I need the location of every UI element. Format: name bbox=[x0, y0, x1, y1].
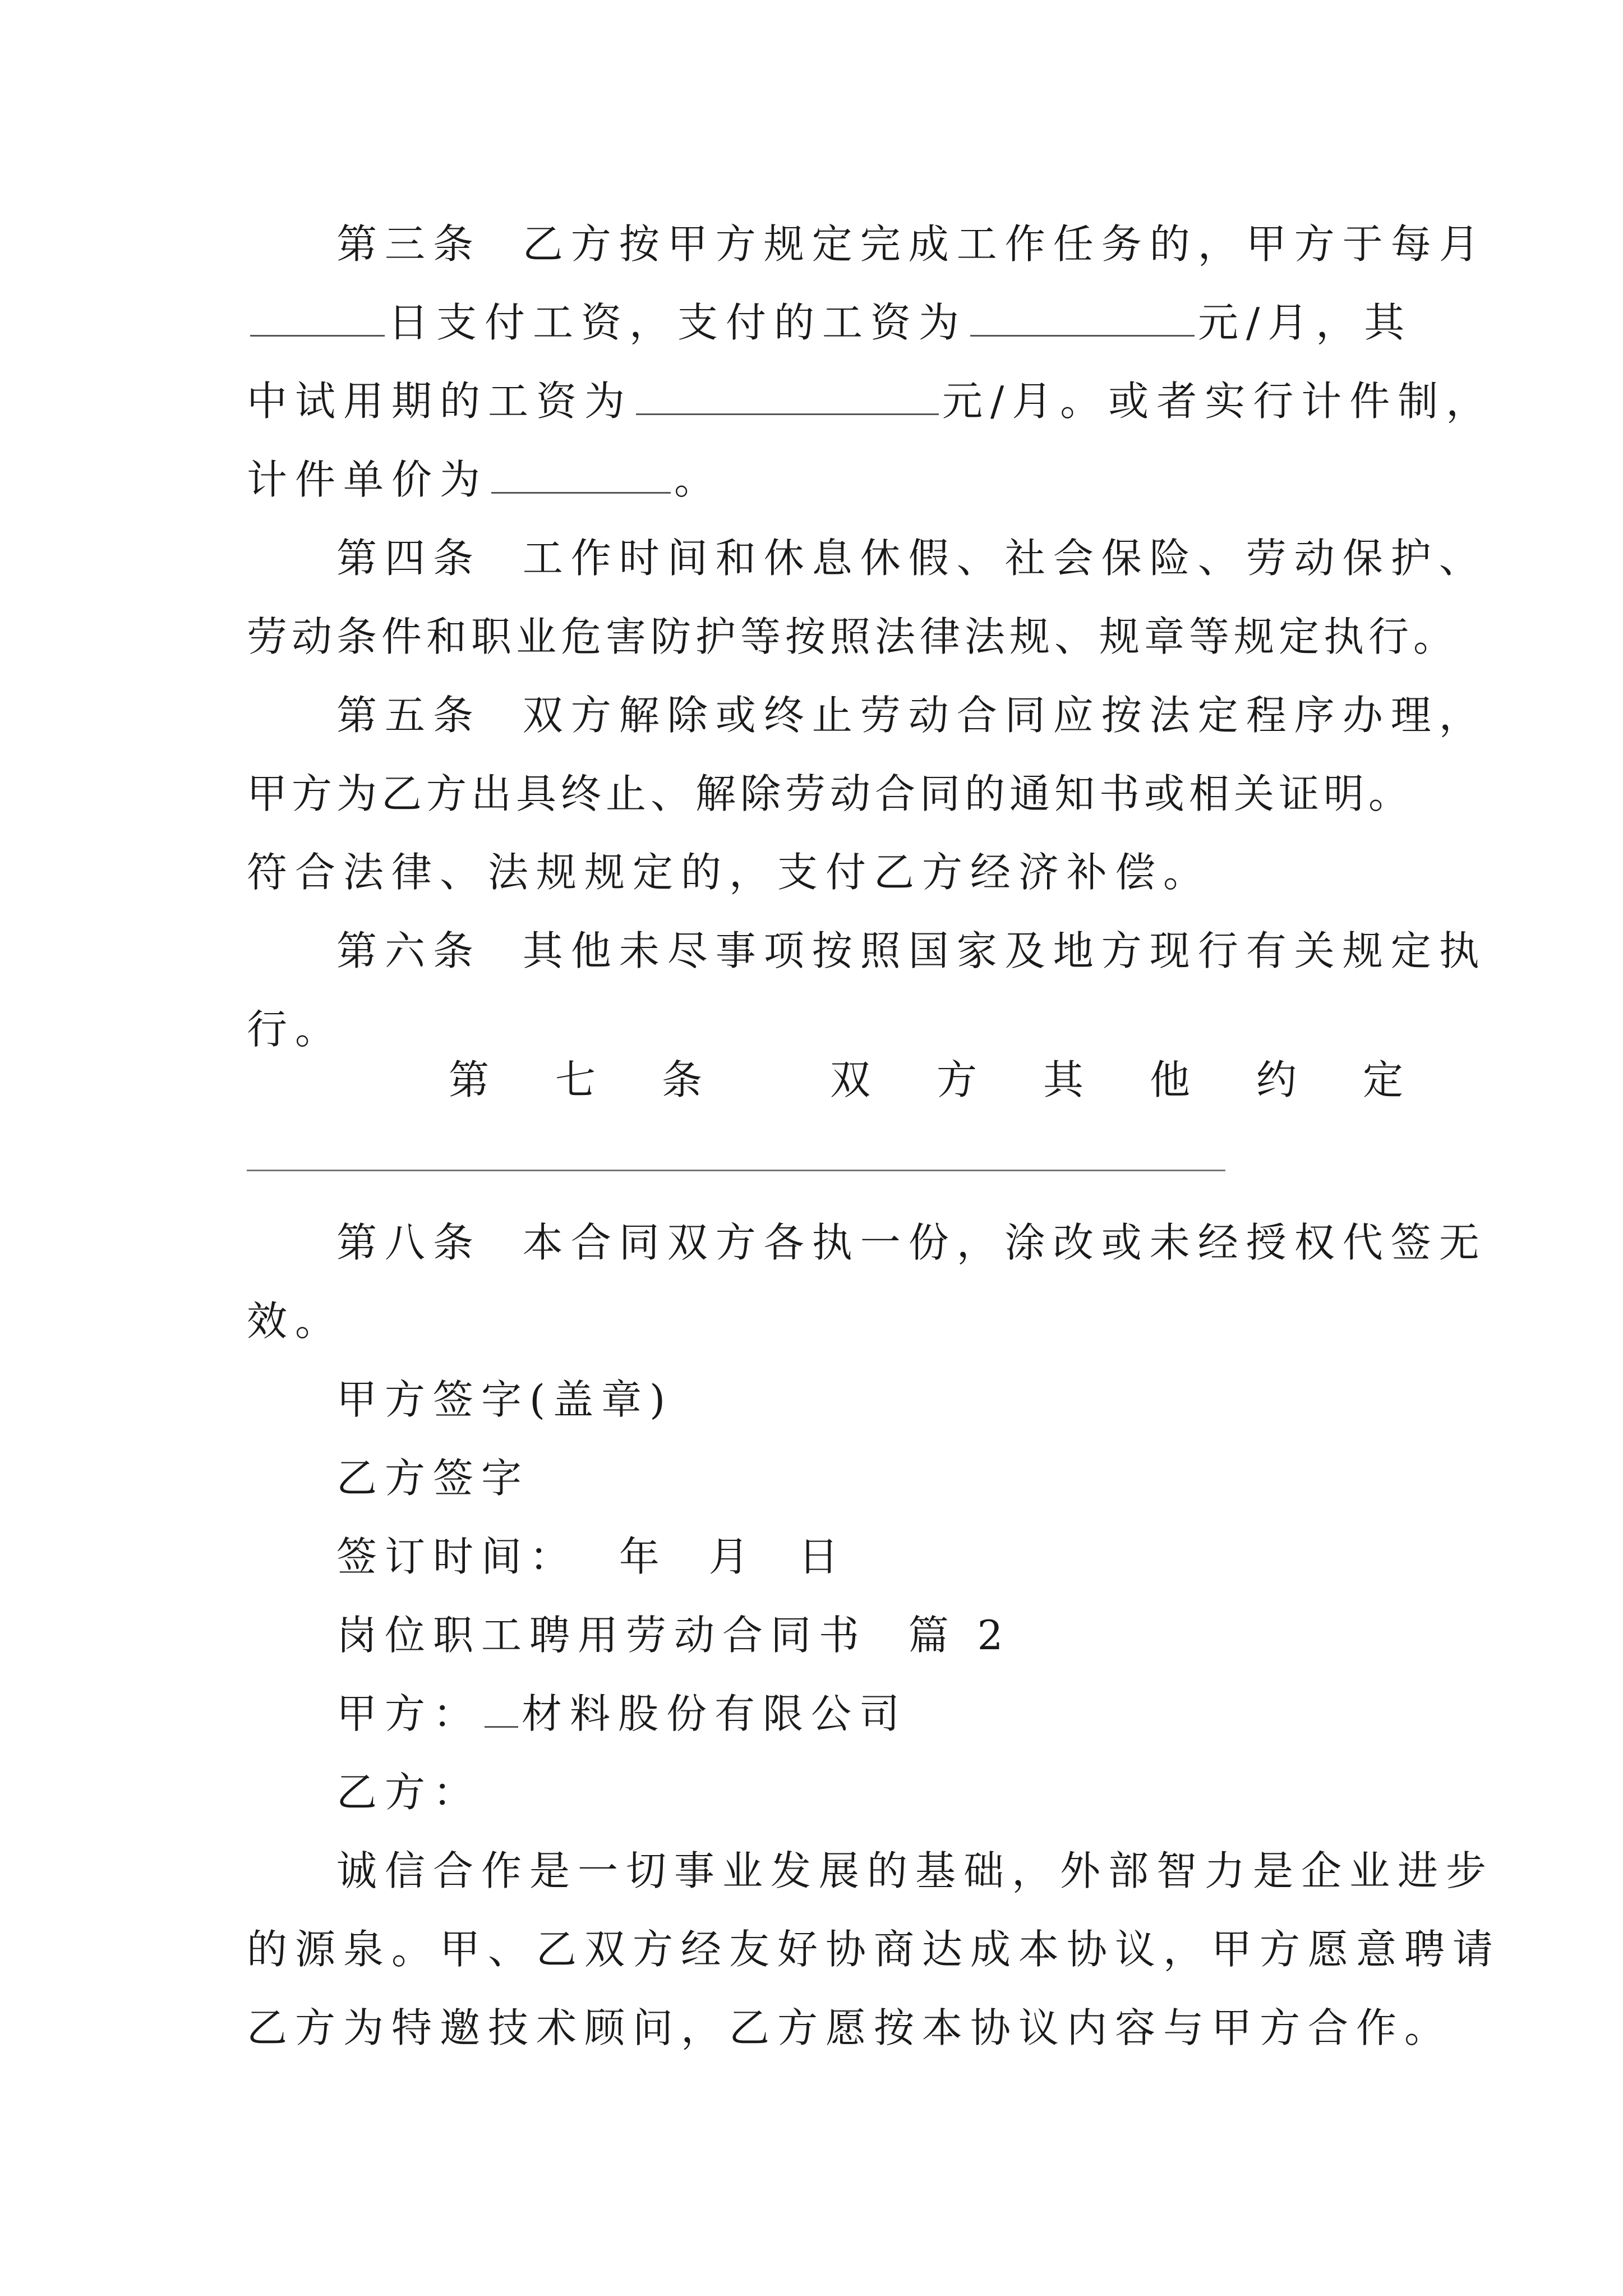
blank-field-pay-day bbox=[250, 298, 385, 337]
article-3-line-3-text-b: 元/月。或者实行计件制， bbox=[942, 378, 1495, 425]
article-3-line-2-text-a: 日支付工资，支付的工资为 bbox=[388, 299, 967, 346]
article-7-char: 约 bbox=[1256, 1056, 1297, 1103]
article-8-line-2: 效。 bbox=[247, 1297, 344, 1345]
article-7-blank-line bbox=[247, 1170, 1225, 1171]
article-7-char: 定 bbox=[1363, 1056, 1404, 1103]
article-5-line-3: 符合法律、法规规定的，支付乙方经济补偿。 bbox=[247, 849, 1212, 896]
article-3-line-3-text-a: 中试用期的工资为 bbox=[247, 378, 633, 425]
party-b-signature-label: 乙方签字 bbox=[336, 1455, 530, 1502]
article-6-line-1: 第六条 其他未尽事项按照国家及地方现行有关规定执 bbox=[336, 927, 1487, 974]
intro-line-3: 乙方为特邀技术顾问，乙方愿按本协议内容与甲方合作。 bbox=[247, 2004, 1453, 2051]
blank-field-salary bbox=[970, 298, 1195, 337]
party-b-line: 乙方： bbox=[336, 1769, 482, 1816]
article-5-line-2: 甲方为乙方出具终止、解除劳动合同的通知书或相关证明。 bbox=[247, 770, 1414, 817]
section-2-title: 岗位职工聘用劳动合同书 篇 2 bbox=[336, 1612, 1011, 1659]
article-7-char: 双 bbox=[830, 1056, 871, 1103]
article-5-line-1: 第五条 双方解除或终止劳动合同应按法定程序办理， bbox=[336, 692, 1487, 739]
article-3-line-1: 第三条 乙方按甲方规定完成工作任务的，甲方于每月 bbox=[336, 220, 1487, 268]
article-4-line-1: 第四条 工作时间和休息休假、社会保险、劳动保护、 bbox=[336, 535, 1487, 582]
article-8-line-1: 第八条 本合同双方各执一份，涂改或未经授权代签无 bbox=[336, 1219, 1487, 1266]
signing-date-label: 签订时间： 年 月 日 bbox=[336, 1533, 847, 1580]
intro-line-1: 诚信合作是一切事业发展的基础，外部智力是企业进步 bbox=[336, 1847, 1495, 1894]
blank-field-probation-salary bbox=[636, 376, 939, 415]
party-a-name: 材料股份有限公司 bbox=[522, 1690, 908, 1737]
article-3-line-3 bbox=[247, 376, 1494, 426]
article-7-char: 第 bbox=[449, 1056, 490, 1103]
party-a-line bbox=[336, 1688, 907, 1739]
intro-line-2: 的源泉。甲、乙双方经友好协商达成本协议，甲方愿意聘请 bbox=[247, 1926, 1501, 1973]
article-7-char: 方 bbox=[937, 1056, 978, 1103]
blank-field-company-prefix bbox=[485, 1689, 518, 1728]
article-6-line-2: 行。 bbox=[247, 1006, 344, 1053]
article-4-line-2: 劳动条件和职业危害防护等按照法律法规、规章等规定执行。 bbox=[247, 613, 1459, 660]
article-3-line-4 bbox=[247, 454, 722, 505]
article-3-line-2-text-b: 元/月，其 bbox=[1198, 299, 1413, 346]
blank-field-piece-rate bbox=[491, 455, 671, 494]
article-7-char: 他 bbox=[1150, 1056, 1191, 1103]
article-7-char: 七 bbox=[555, 1056, 596, 1103]
article-7-char: 其 bbox=[1043, 1056, 1084, 1103]
article-3-line-4-text-b: 。 bbox=[674, 456, 723, 503]
article-7-char: 条 bbox=[662, 1056, 703, 1103]
article-3-line-4-text-a: 计件单价为 bbox=[247, 456, 488, 503]
party-a-label: 甲方： bbox=[336, 1690, 482, 1737]
article-3-line-2 bbox=[247, 297, 1412, 348]
party-a-signature-label: 甲方签字(盖章) bbox=[336, 1376, 674, 1423]
